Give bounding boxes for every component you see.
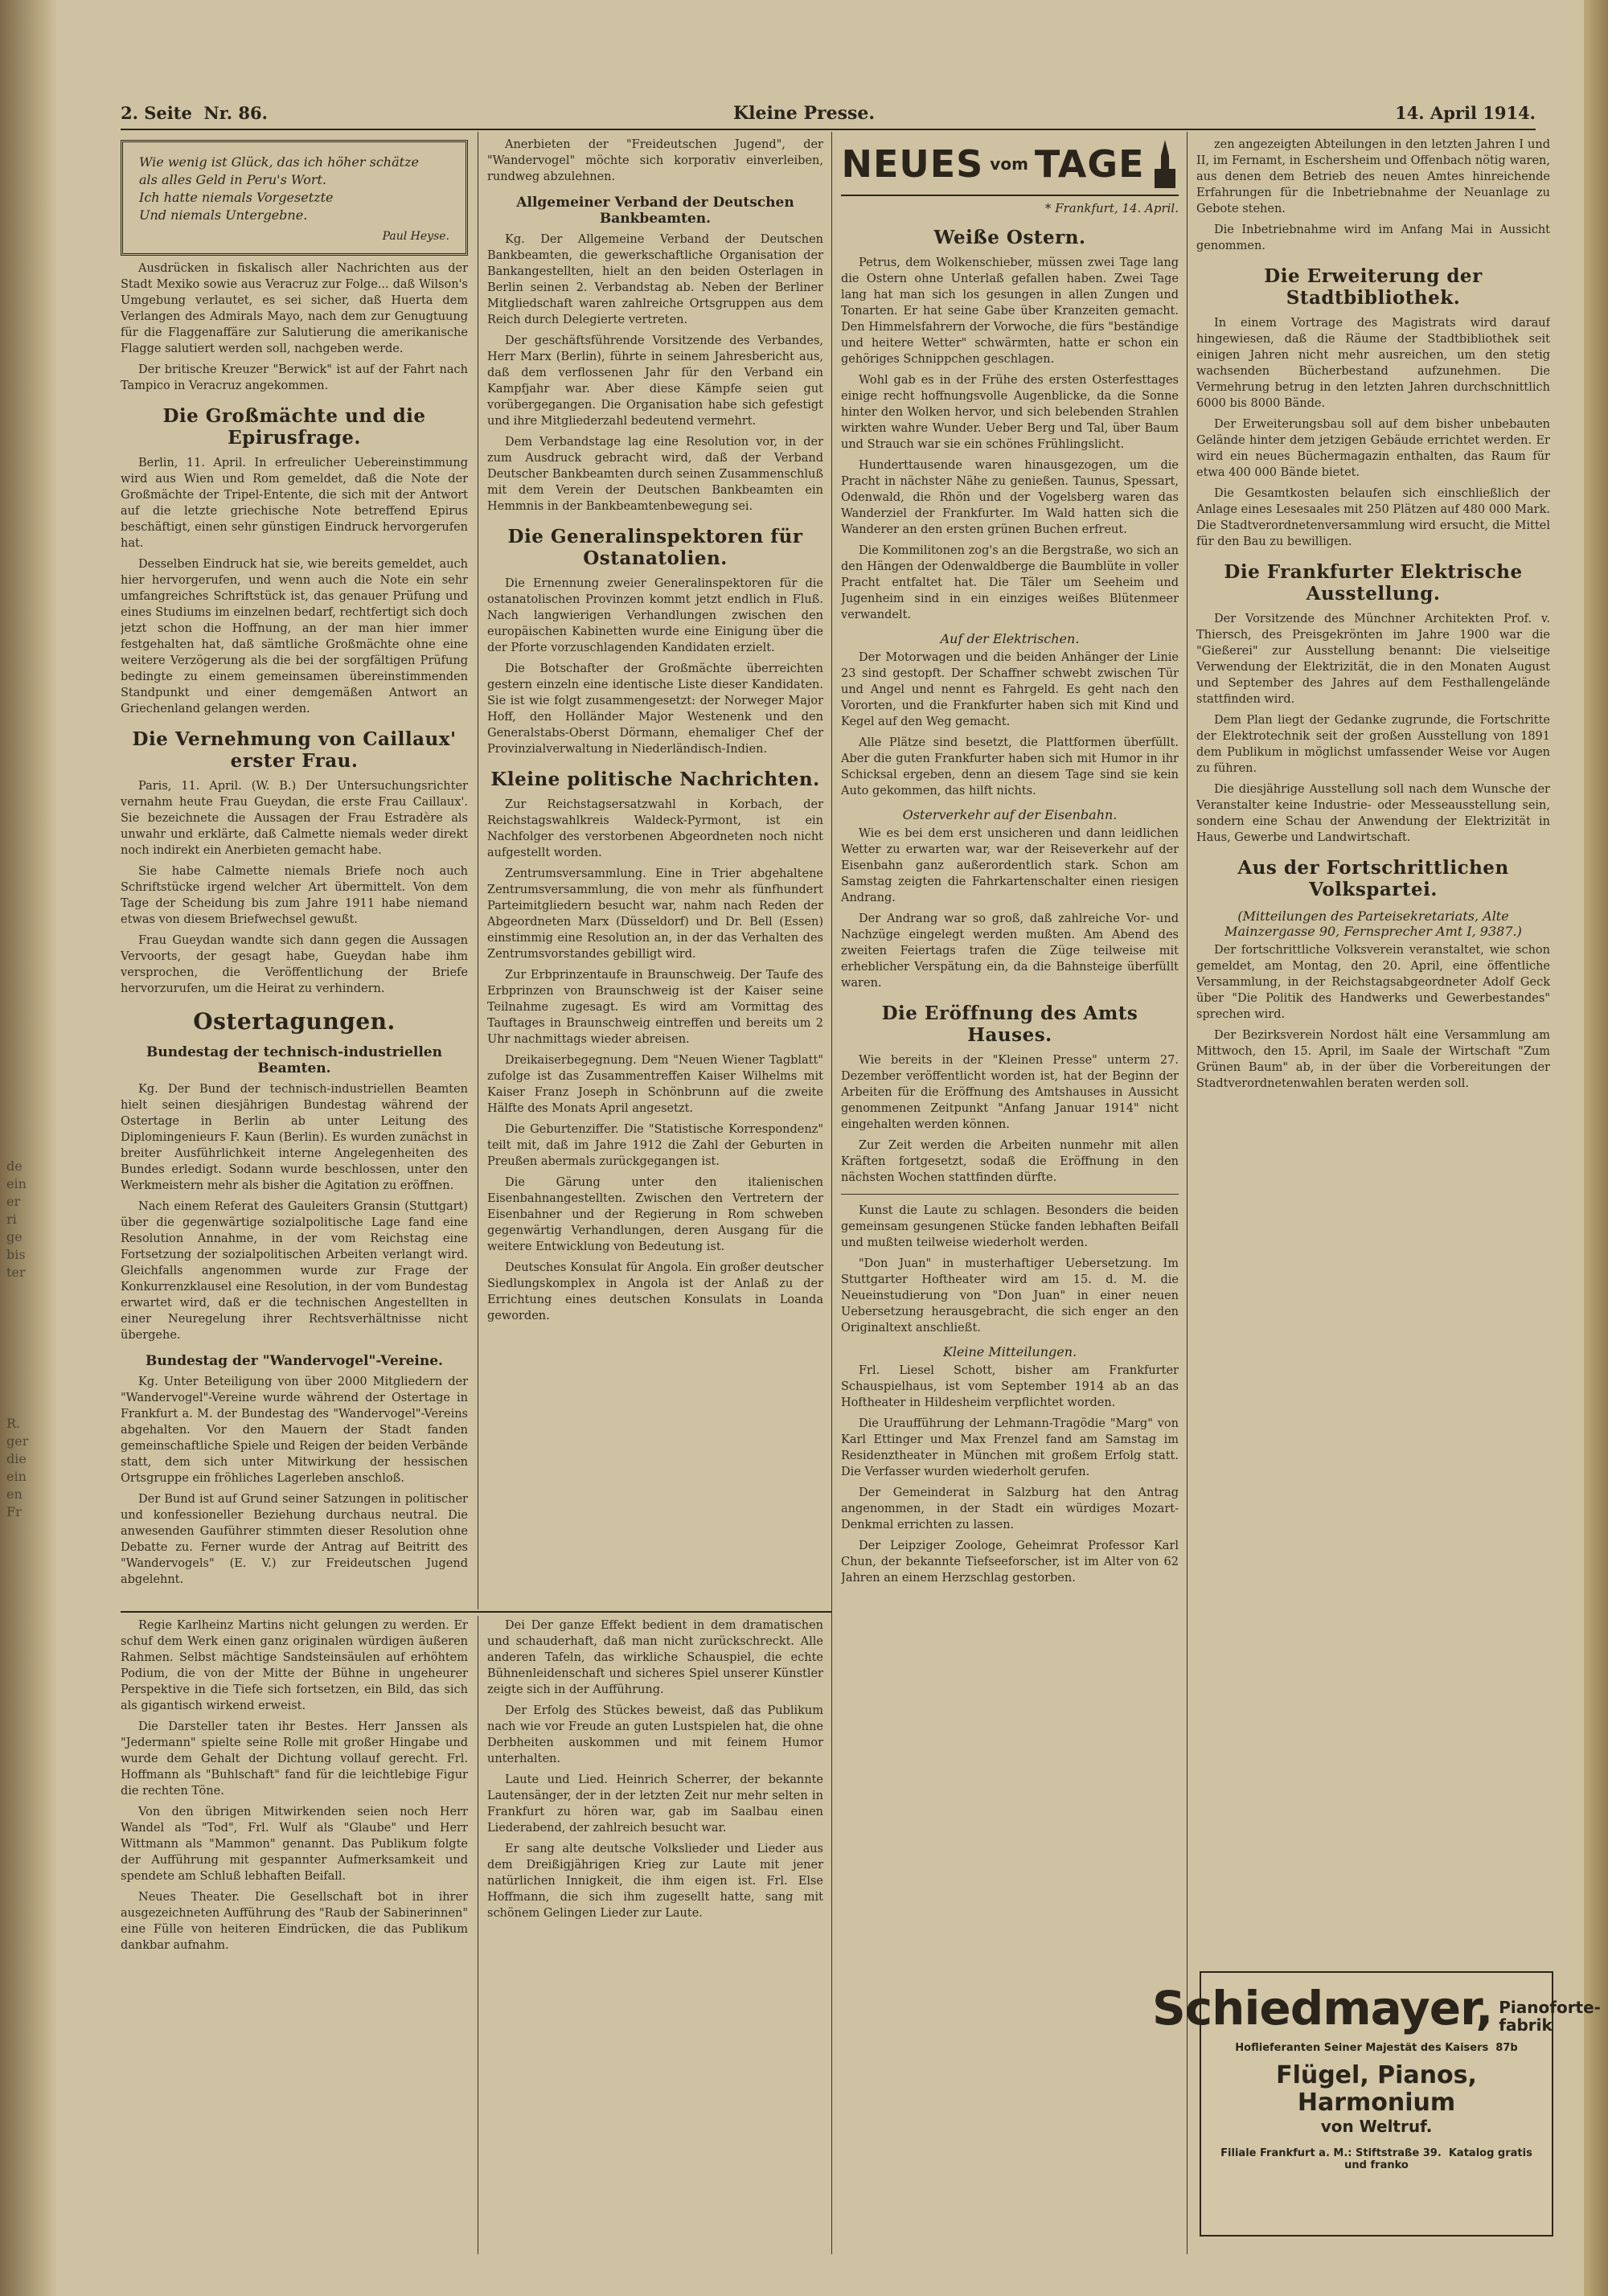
article-paragraph: Desselben Eindruck hat sie, wie bereits gemeldet, auch hier hervorgerufen, und wenn auch die Note ein sehr umfangreiches Schriftstück ist, das genauer Prüfung und eines Studiums im einzelnen bedarf, rechtfertigt sich doch jetzt schon die Hoffnung, an der man hier immer festgehalten hat, daß sämtliche Großmächte ohne eine weitere Verzögerung als die bei der sorgfältigen Prüfung bedingte zu einem gemeinsamen übereinstimmenden Standpunkt und einer demgemäßen Antwort an Griechenland gelangen werden. [121, 558, 468, 715]
article-paragraph: Zur Zeit werden die Arbeiten nunmehr mit allen Kräften fortgesetzt, sodaß die Eröffnung in den nächsten Wochen stattfinden dürfte. [841, 1139, 1179, 1184]
article-paragraph: Zur Reichstagsersatzwahl in Korbach, der Reichstagswahlkreis Waldeck-Pyrmont, ist ein Nachfolger des verstorbenen Abgeordneten noch nicht aufgestellt worden. [487, 798, 823, 859]
article-paragraph: Sie habe Calmette niemals Briefe noch auch Schriftstücke irgend welcher Art übermittelt. Von dem Tage der Scheidung bis zum Jahre 1911 habe niemand etwas von diesem Briefwechsel gewußt. [121, 865, 468, 926]
article-paragraph: Der Andrang war so groß, daß zahlreiche Vor- und Nachzüge eingelegt werden mußten. Am Abend des zweiten Feiertags trafen die Züge teilweise mit erheblicher Verspätung ein, da die Bahnsteige überfüllt waren. [841, 912, 1179, 990]
article-paragraph: Die Gärung unter den italienischen Eisenbahnangestellten. Zwischen den Vertretern der Eisenbahner und der Regierung in Rom schweben gegenwärtig Verhandlungen, deren Ausgang für die weitere Entwicklung von Bedeutung ist. [487, 1176, 823, 1253]
section-subheadline: Bundestag der technisch-industriellen Beamten. [146, 1044, 442, 1076]
article-paragraph: Wie bereits in der "Kleinen Presse" unterm 27. Dezember veröffentlicht worden ist, hat der Beginn der Arbeiten für die Eröffnung des Amtshauses in Aussicht genommenen Zeitpunkt "Anfang Januar 1914" nicht eingehalten werden können. [841, 1054, 1179, 1131]
masthead-word: NEUES [841, 142, 984, 186]
article-paragraph: Wohl gab es in der Frühe des ersten Osterfesttages einige recht hoffnungsvolle Augenblicke, da die Sonne hinter den Wolken hervor, und sich belebenden Strahlen wirkten wahre Wunder. Ueber Berg und Tal, über Baum und Strauch war sie ein schönes Frühlingslicht. [841, 374, 1179, 451]
article-paragraph: zen angezeigten Abteilungen in den letzten Jahren I und II, im Fernamt, in Eschersheim und Offenbach nötig waren, aus denen dem Betrieb des neuen Amtes hinreichende Erfahrungen für die Inbetriebnahme der Neuanlage zu Gebote stehen. [1196, 138, 1550, 215]
article-paragraph: Kg. Der Bund der technisch-industriellen Beamten hielt seinen diesjährigen Bundestag während der Ostertage in Berlin ab unter Leitung des Diplomingenieurs F. Kaun (Berlin). Es wurden zunächst in breiter Ausführlichkeit interne Angelegenheiten des Bundes erledigt. Sodann wurde beschlossen, unter den Werkmeistern mehr als bisher die Agitation zu eröffnen. [121, 1083, 468, 1192]
ad-products: Flügel, Pianos, Harmonium [1276, 2061, 1477, 2117]
article-paragraph: Zur Erbprinzentaufe in Braunschweig. Der Taufe des Erbprinzen von Braunschweig ist der Kaiser seine Teilnahme zugesagt. Es wird am Vormittag des Tauftages in Braunschweig eintreffen und bereits um 2 Uhr nachmittags wieder abreisen. [487, 969, 823, 1046]
article-paragraph: Dem Plan liegt der Gedanke zugrunde, die Fortschritte der Elektrotechnik seit der großen Ausstellung von 1891 dem Publikum in möglichst umfassender Weise vor Augen zu führen. [1196, 714, 1550, 775]
article-headline: Ostertagungen. [193, 1008, 396, 1035]
column-rule [831, 132, 832, 2254]
section-subheadline: (Mitteilungen des Parteisekretariats, Alte Mainzergasse 90, Fernsprecher Amt I, 9387.) [1224, 908, 1522, 939]
article-paragraph: Frl. Liesel Schott, bisher am Frankfurter Schauspielhaus, ist vom September 1914 ab an das Hoftheater in Hildesheim verpflichtet worden. [841, 1364, 1179, 1409]
column-rule [1187, 132, 1188, 2254]
issue-date: 14. April 1914. [1395, 103, 1536, 123]
section-subheadline: Allgemeiner Verband der Deutschen Bankbeamten. [516, 195, 794, 227]
article-paragraph: Der Vorsitzende des Münchner Architekten Prof. v. Thiersch, des Preisgekrönten im Jahre 1900 war die "Gießerei" zur Ausstellung benannt: Die vielseitige Verwendung der Elektrizität, die in den Monaten August und September des Jahres auf dem Festhallengelände stattfinden wird. [1196, 613, 1550, 706]
page-number: 2. Seite Nr. 86. [121, 103, 268, 123]
article-paragraph: Nach einem Referat des Gauleiters Gransin (Stuttgart) über die gegenwärtige sozialpolitische Lage fand eine Resolution Annahme, in der vom Reichstag eine Fortsetzung der sozialpolitischen Arbeiten verlangt wird. Gleichfalls angenommen wurde zur Frage der Konkurrenzklausel eine Resolution, in der vom Bundestag erwartet wird, daß er die technischen Angestellten in einer Neuregelung ihrer Rechtsverhältnisse nicht übergehe. [121, 1200, 468, 1342]
article-paragraph: Die Geburtenziffer. Die "Statistische Korrespondenz" teilt mit, daß im Jahre 1912 die Zahl der Geburten in Preußen abermals zurückgegangen ist. [487, 1123, 823, 1168]
article-paragraph: Kg. Unter Beteiligung von über 2000 Mitgliedern der "Wandervogel"-Vereine wurde während der Ostertage in Frankfurt a. M. der Bundestag des "Wandervogel"-Vereins abgehalten. Vor den Mauern der Stadt fanden gemeinschaftliche Spiele und Reigen der beiden Verbände statt, dem sich unter Mitwirkung der hessischen Ortsgruppe ein fröhliches Lagerleben anschloß. [121, 1376, 468, 1485]
ad-brand: Schiedmayer, [1152, 1981, 1493, 2036]
article-paragraph: Anerbieten der "Freideutschen Jugend", der "Wandervogel" möchte sich korporativ einverleiben, rundweg abzulehnen. [487, 138, 823, 183]
article-paragraph: Ausdrücken in fiskalisch aller Nachrichten aus der Stadt Mexiko sowie aus Veracruz zur Folge... daß Wilson's Umgebung verlautet, es sei sicher, daß Huerta dem Verlangen des Admirals Mayo, nach dem zur Genugtuung für die Flaggenaffäre zur Salutierung die amerikanische Flagge salutiert werden soll, nachgeben werde. [121, 262, 468, 355]
article-paragraph: Die Ernennung zweier Generalinspektoren für die ostanatolischen Provinzen kommt jetzt endlich in Fluß. Nach langwierigen Verhandlungen zwischen den europäischen Kabinetten wurde eine Einigung über die der Pforte vorzuschlagenden Kandidaten erzielt. [487, 577, 823, 654]
section-subheadline: Bundestag der "Wandervogel"-Vereine. [146, 1353, 443, 1369]
article-paragraph: Deutsches Konsulat für Angola. Ein großer deutscher Siedlungskomplex in Angola ist der Anlaß zu der Errichtung eines deutschen Konsulats in Loanda geworden. [487, 1261, 823, 1322]
article-paragraph: Kg. Der Allgemeine Verband der Deutschen Bankbeamten, die gewerkschaftliche Organisation der Bankangestellten, hielt an den beiden Osterlagen in Berlin seinen 2. Verbandstag ab. Neben der Berliner Mitgliedschaft waren zahlreiche Ortsgruppen aus dem Reich durch Delegierte vertreten. [487, 233, 823, 326]
article-paragraph: Er sang alte deutsche Volkslieder und Lieder aus dem Dreißigjährigen Krieg zur Laute mit jener natürlichen Innigkeit, die ihm eigen ist. Frl. Else Hoffmann, die sich ihm zugesellt hatte, sang mit schönem Gelingen Lieder zur Laute. [487, 1843, 823, 1920]
quote-signature: Paul Heyse. [382, 230, 449, 243]
section-subheadline: Auf der Elektrischen. [940, 631, 1080, 646]
masthead-word: vom [990, 154, 1028, 174]
article-paragraph: Wie es bei dem erst unsicheren und dann leidlichen Wetter zu erwarten war, war der Reiseverkehr auf der Eisenbahn ganz außerordentlich stark. Schon am Samstag zeigten die Fahrkartenschalter einen riesigen Andrang. [841, 827, 1179, 904]
cathedral-icon [1151, 140, 1179, 188]
article-paragraph: Der Bezirksverein Nordost hält eine Versammlung am Mittwoch, den 15. April, im Saale der Wirtschaft "Zum Grünen Baum" ab, in der über die Vorbereitungen der Stadtverordnetenwahlen beraten werden soll. [1196, 1029, 1550, 1090]
masthead-word: TAGE [1034, 142, 1145, 186]
article-paragraph: Die Kommilitonen zog's an die Bergstraße, wo sich an den Hängen der Odenwaldberge die Baumblüte in voller Pracht entfaltet hat. Die Täler um Seeheim und Jugenheim sind in ein einziges weißes Blütenmeer verwandelt. [841, 544, 1179, 621]
section-subheadline: Osterverkehr auf der Eisenbahn. [902, 807, 1118, 822]
article-paragraph: Dreikaiserbegegnung. Dem "Neuen Wiener Tagblatt" zufolge ist das Zusammentreffen Kaiser Wilhelms mit Kaiser Franz Joseph in Schönbrunn auf die zweite Hälfte des Monats April angesetzt. [487, 1054, 823, 1115]
article-headline: Die Erweiterung der Stadtbibliothek. [1264, 265, 1483, 309]
ad-subtitle: Pianoforte- [1499, 1998, 1601, 2017]
article-paragraph: Frau Gueydan wandte sich dann gegen die Aussagen Vervoorts, der gesagt habe, Gueydan habe ihm versprochen, die Veröffentlichung der Briefe hervorzurufen, um die Heirat zu verhindern. [121, 934, 468, 995]
article-paragraph: Laute und Lied. Heinrich Scherrer, der bekannte Lautensänger, der in der letzten Zeit nur mehr selten in Frankfurt zu hören war, gab im Saalbau einen Liederabend, der zahlreich besucht war. [487, 1773, 823, 1835]
article-paragraph: Der geschäftsführende Vorsitzende des Verbandes, Herr Marx (Berlin), führte in seinem Jahresbericht aus, daß dem verflossenen Jahr für den Verband ein Kampfjahr war. Aber diese Kämpfe seien gut vorübergegangen. Die Organisation habe sich gefestigt und ihre Mitgliederzahl bedeutend vermehrt. [487, 334, 823, 428]
article-headline: Die Großmächte und die Epirusfrage. [162, 405, 426, 449]
article-headline: Die Generalinspektoren für Ostanatolien. [507, 526, 803, 569]
header-rule [121, 129, 1536, 130]
feuilleton-column-2 [487, 1617, 823, 2253]
article-headline: Kleine politische Nachrichten. [490, 769, 820, 790]
article-paragraph: Die Inbetriebnahme wird im Anfang Mai in Aussicht genommen. [1196, 223, 1550, 252]
newspaper-title: Kleine Presse. [732, 103, 876, 124]
section-masthead [841, 137, 1179, 196]
dateline: * Frankfurt, 14. April. [1044, 201, 1179, 215]
article-paragraph: Berlin, 11. April. In erfreulicher Uebereinstimmung wird aus Wien und Rom gemeldet, daß die Note der Großmächte der Tripel-Entente, die sich mit der Antwort auf die letzte griechische Note betreffend Epirus beschäftigt, einen sehr günstigen Eindruck hervorgerufen hat. [121, 457, 468, 550]
ad-subtitle: fabrik [1499, 2015, 1553, 2035]
article-headline: Aus der Fortschrittlichen Volkspartei. [1237, 857, 1509, 900]
column-4 [1196, 137, 1550, 1962]
article-paragraph: Dem Verbandstage lag eine Resolution vor, in der zum Ausdruck gebracht wird, daß der Verband Deutscher Bankbeamten durch seinen Zusammenschluß mit dem Verein der Deutschen Bankbeamten ein Hemmnis in der Bankbeamtenbewegung sei. [487, 436, 823, 513]
section-divider [841, 1194, 1179, 1195]
article-paragraph: Die Gesamtkosten belaufen sich einschließlich der Anlage eines Lesesaales mit 250 Plätzen auf 480 000 Mark. Die Stadtverordnetenversammlung wird ersucht, die Mittel für den Bau zu bewilligen. [1196, 487, 1550, 548]
spine-text-fragment: de ein er ri ge bis ter [6, 1158, 27, 1280]
article-paragraph: Der fortschrittliche Volksverein veranstaltet, wie schon gemeldet, am Montag, den 20. April, eine öffentliche Versammlung, in der Reichstagsabgeordneter Adolf Geck über "Die Politik des Handwerks und Gewerbestandes" sprechen wird. [1196, 944, 1550, 1021]
article-paragraph: Paris, 11. April. (W. B.) Der Untersuchungsrichter vernahm heute Frau Gueydan, die erste Frau Caillaux'. Sie bezeichnete die Aussagen der Frau Estradère als unwahr und erklärte, daß Calmette niemals weder direkt noch indirekt ein Anerbieten gemacht habe. [121, 780, 468, 857]
article-paragraph: Der Bund ist auf Grund seiner Satzungen in politischer und konfessioneller Beziehung durchaus neutral. Die anwesenden Gauführer stimmten dieser Resolution ohne Debatte zu. Ferner wurde der Antrag auf Beitritt des "Wandervogels" (E. V.) zur Freideutschen Jugend abgelehnt. [121, 1493, 468, 1586]
article-paragraph: Der Erweiterungsbau soll auf dem bisher unbebauten Gelände hinter dem jetzigen Gebäude errichtet werden. Er wird ein neues Büchermagazin enthalten, das Raum für etwa 400 000 Bände bietet. [1196, 418, 1550, 479]
section-subheadline: Kleine Mitteilungen. [942, 1344, 1077, 1359]
feuilleton-column-1 [121, 1617, 468, 2253]
column-3 [841, 137, 1179, 2251]
article-paragraph: In einem Vortrage des Magistrats wird darauf hingewiesen, daß die Räume der Stadtbibliothek seit einigen Jahren nicht mehr ausreichen, um den stetig wachsenden Bücherbestand aufzunehmen. Die Vermehrung betrug in den letzten Jahren durchschnittlich 6000 bis 8000 Bände. [1196, 317, 1550, 410]
article-paragraph: Die diesjährige Ausstellung soll nach dem Wunsche der Veranstalter keine Industrie- oder Messeausstellung sein, sondern eine Schau der Anwendung der Elektrizität in Haus, Gewerbe und Landwirtschaft. [1196, 783, 1550, 844]
article-paragraph: Dei Der ganze Effekt bedient in dem dramatischen und schauderhaft, daß man nicht zurückschreckt. Alle anderen Tafeln, das wirkliche Schauspiel, die echte Bühnenleidenschaft und sicheres Spiel unserer Künstler zeigte sich in der Aufführung. [487, 1619, 823, 1696]
advertisement [1152, 1971, 1601, 2237]
article-paragraph: Alle Plätze sind besetzt, die Plattformen überfüllt. Aber die guten Frankfurter haben sich mit Humor in ihr Schicksal ergeben, denn an diesem Tage sind sie kein Auto gekommen, das hilft nichts. [841, 736, 1179, 797]
article-headline: Die Eröffnung des Amts Hauses. [881, 1002, 1138, 1046]
feuilleton-rule [121, 1611, 831, 1613]
article-paragraph: Der Gemeinderat in Salzburg hat den Antrag angenommen, in der Stadt ein würdiges Mozart-Denkmal errichten zu lassen. [841, 1486, 1179, 1531]
article-paragraph: Kunst die Laute zu schlagen. Besonders die beiden gemeinsam gesungenen Stücke fanden lebhaften Beifall und mußten teilweise wiederholt werden. [841, 1204, 1179, 1249]
article-paragraph: Zentrumsversammlung. Eine in Trier abgehaltene Zentrumsversammlung, die von mehr als fünfhundert Parteimitgliedern besucht war, nahm nach Reden der Abgeordneten Marx (Düsseldorf) und Dr. Bell (Essen) einstimmig eine Resolution an, in der das Verhalten des Zentrumsvorstandes gebilligt wird. [487, 867, 823, 961]
binding-spine [0, 0, 56, 2296]
article-paragraph: Petrus, dem Wolkenschieber, müssen zwei Tage lang die Ostern ohne Unterlaß gefallen haben. Zwei Tage lang hat man sich los gesungen in allen Zungen und Tonarten. Er hat seine Gabe über Kranzeiten gemacht. Den Himmelsfahrern der Vorwoche, die fürs "beständige und heitere Wetter" schwärmten, hatte er schon ein gehöriges Schnippchen geschlagen. [841, 256, 1179, 366]
ad-address: Filiale Frankfurt a. M.: Stiftstraße 39. Katalog gratis und franko [1220, 2147, 1532, 2171]
spine-text-fragment: R. ger die ein en Fr [6, 1416, 29, 1519]
ad-tagline: von Weltruf. [1320, 2117, 1433, 2136]
quote-box: Wie wenig ist Glück, das ich höher schätze als alles Geld in Peru's Wort. Ich hatte niemals Vorgesetzte Und niemals Untergebne. Paul Heyse. [121, 140, 468, 256]
article-headline: Die Vernehmung von Caillaux' erster Frau. [132, 728, 457, 772]
article-paragraph: Hunderttausende waren hinausgezogen, um die Pracht in nächster Nähe zu genießen. Taunus, Spessart, Odenwald, die Rhön und der Vogelsberg waren das Wanderziel der Frankfurter. Im Wald hatten sich die Wanderer an den ersten grünen Buchen erfreut. [841, 459, 1179, 536]
article-headline: Die Frankfurter Elektrische Ausstellung. [1224, 561, 1523, 605]
article-paragraph: Der Leipziger Zoologe, Geheimrat Professor Karl Chun, der bekannte Tiefseeforscher, ist im Alter von 62 Jahren an einem Herzschlag gestorben. [841, 1540, 1179, 1585]
article-paragraph: Neues Theater. Die Gesellschaft bot in ihrer ausgezeichneten Aufführung des "Raub der Sabinerinnen" eine Fülle von heiteren Eindrücken, die das Publikum dankbar aufnahm. [121, 1891, 468, 1952]
column-2 [487, 137, 823, 1608]
column-1 [121, 137, 468, 1608]
article-headline: Weiße Ostern. [933, 227, 1086, 248]
article-paragraph: Die Darsteller taten ihr Bestes. Herr Janssen als "Jedermann" spielte seine Rolle mit großer Hingabe und wurde dem Gehalt der Dichtung vollauf gerecht. Frl. Hoffmann als "Buhlschaft" fand für die leichtlebige Figur die rechten Töne. [121, 1720, 468, 1798]
article-paragraph: Der britische Kreuzer "Berwick" ist auf der Fahrt nach Tampico in Veracruz angekommen. [121, 363, 468, 392]
article-paragraph: Regie Karlheinz Martins nicht gelungen zu werden. Er schuf dem Werk einen ganz originalen würdigen äußeren Rahmen. Selbst mächtige Sandsteinsäulen auf erhöhtem Podium, die von der Mitte der Bühne in ungeheurer Perspektive in die Tiefe sich fortsetzen, ein Bild, das sich als gigantisch wirkend erweist. [121, 1619, 468, 1712]
page-edge [1584, 0, 1608, 2296]
article-paragraph: Der Motorwagen und die beiden Anhänger der Linie 23 sind gestopft. Der Schaffner schwebt zwischen Tür und Angel und nennt es Fahrgeld. Es geht nach den Vororten, und die Frankfurter haben sich mit Kind und Kegel auf den Weg gemacht. [841, 651, 1179, 728]
article-paragraph: "Don Juan" in musterhaftiger Uebersetzung. Im Stuttgarter Hoftheater wird am 15. d. M. die Neueinstudierung von "Don Juan" in einer neuen Uebersetzung herausgebracht, die sich enger an den Originaltext anschließt. [841, 1257, 1179, 1335]
article-paragraph: Der Erfolg des Stückes beweist, daß das Publikum nach wie vor Freude an guten Lustspielen hat, die ohne Derbheiten auskommen und mit feinem Humor unterhalten. [487, 1704, 823, 1765]
ad-purveyor: Hoflieferanten Seiner Majestät des Kaisers 87b [1235, 2042, 1518, 2054]
article-paragraph: Die Uraufführung der Lehmann-Tragödie "Marg" von Karl Ettinger und Max Frenzel fand am Samstag im Residenztheater in München mit großem Erfolg statt. Die Verfasser wurden wiederholt gerufen. [841, 1417, 1179, 1478]
article-paragraph: Die Botschafter der Großmächte überreichten gestern einzeln eine identische Liste dieser Kandidaten. Sie ist wie folgt zusammengesetzt: der Norweger Major Hoff, den Holländer Major Westenenk und den Generalstabs-Oberst Dörmann, ehemaliger Chef der Provinzialverwaltung in Niederländisch-Indien. [487, 662, 823, 756]
article-paragraph: Von den übrigen Mitwirkenden seien noch Herr Wandel als "Tod", Frl. Wulf als "Glaube" und Herr Wittmann als "Mammon" genannt. Das Publikum folgte der Aufführung mit gespannter Aufmerksamkeit und spendete am Schluß lebhaften Beifall. [121, 1806, 468, 1883]
